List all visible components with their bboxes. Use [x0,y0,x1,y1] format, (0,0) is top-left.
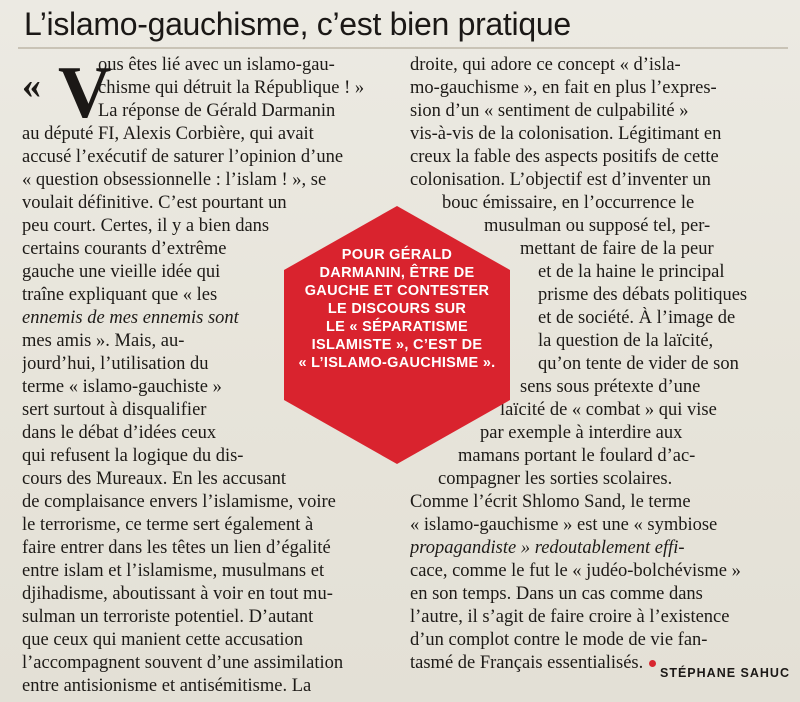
text-line: colonisation. L’objectif est d’inventer un [410,170,711,190]
text-line: mettant de faire de la peur [520,239,714,259]
text-line: ous êtes lié avec un islamo-gau- [98,55,335,75]
text-line: peu court. Certes, il y a bien dans [22,216,270,236]
headline-rule [18,47,788,49]
text-line: faire entrer dans les têtes un lien d’égalité [22,538,331,558]
pull-quote-line: ISLAMISTE », C’EST DE [311,337,483,353]
opening-quote-mark: « [22,65,41,107]
text-line: compagner les sorties scolaires. [438,469,673,489]
text-line: chisme qui détruit la République ! » [98,78,365,98]
text-line: et de société. À l’image de [538,308,736,328]
text-line: et de la haine le principal [538,262,725,282]
text-line: dans le débat d’idées ceux [22,423,217,443]
text-line: sens sous prétexte d’une [520,377,701,397]
text-line: prisme des débats politiques [538,285,748,305]
text-line: l’accompagnent souvent d’une assimilation [22,653,344,673]
text-line-final: tasmé de Français essentialisés. [410,653,644,673]
text-line: creux la fable des aspects positifs de cette [410,147,719,167]
text-line: droite, qui adore ce concept « d’isla- [410,55,681,75]
text-line: en son temps. Dans un cas comme dans [410,584,703,604]
text-line: propagandiste » redoutablement effi- [410,538,685,558]
article-headline: L’islamo-gauchisme, c’est bien pratique [24,6,571,42]
pull-quote-line: GAUCHE ET CONTESTER [304,283,490,299]
text-line: mamans portant le foulard d’ac- [458,446,696,466]
text-line: voulait définitive. C’est pourtant un [22,193,287,213]
text-line: l’autre, il s’agit de faire croire à l’existence [410,607,730,627]
text-line: cace, comme le fut le « judéo-bolchévisme » [410,561,741,581]
text-line: jourd’hui, l’utilisation du [22,354,209,374]
text-line: djihadisme, aboutissant à voir en tout mu- [22,584,333,604]
text-line: bouc émissaire, en l’occurrence le [442,193,695,213]
text-line: qui refusent la logique du dis- [22,446,244,466]
text-line: ennemis de mes ennemis sont [22,308,239,328]
text-line: mo-gauchisme », en fait en plus l’expres- [410,78,717,98]
text-line: sert surtout à disqualifier [22,400,207,420]
text-line: entre antisionisme et antisémitisme. La [22,676,312,696]
text-line: gauche une vieille idée qui [22,262,221,282]
text-line: vis-à-vis de la colonisation. Légitimant en [410,124,722,144]
text-line: laïcité de « combat » qui vise [500,400,717,420]
text-line: traîne expliquant que « les [22,285,218,305]
drop-cap-letter: V [58,52,112,134]
text-line: d’un complot contre le mode de vie fan- [410,630,708,650]
text-line: que ceux qui manient cette accusation [22,630,303,650]
pull-quote-line: POUR GÉRALD [341,247,453,263]
text-line: certains courants d’extrême [22,239,227,259]
pull-quote-line: « L’ISLAMO-GAUCHISME ». [298,355,496,371]
text-line: accusé l’exécutif de saturer l’opinion d’une [22,147,344,167]
text-line: sulman un terroriste potentiel. D’autant [22,607,314,627]
pull-quote-line: DARMANIN, ÊTRE DE [319,265,475,281]
text-line: « question obsessionnelle : l’islam ! », se [22,170,327,190]
pull-quote-line: LE DISCOURS SUR [327,301,467,317]
text-line: « islamo-gauchisme » est une « symbiose [410,515,718,535]
text-line: musulman ou supposé tel, per- [484,216,711,236]
text-line: terme « islamo-gauchiste » [22,377,222,397]
text-line: au député FI, Alexis Corbière, qui avait [22,124,314,144]
author-byline: STÉPHANE SAHUC [660,666,790,680]
text-line: entre islam et l’islamisme, musulmans et [22,561,325,581]
text-line: qu’on tente de vider de son [538,354,739,374]
pull-quote-text [284,246,510,372]
text-line: La réponse de Gérald Darmanin [98,101,336,121]
text-line: de complaisance envers l’islamisme, voire [22,492,336,512]
text-line: la question de la laïcité, [538,331,714,351]
text-line: cours des Mureaux. En les accusant [22,469,287,489]
text-line: le terrorisme, ce terme sert également à [22,515,314,535]
text-line: sion d’un « sentiment de culpabilité » [410,101,689,121]
text-line: Comme l’écrit Shlomo Sand, le terme [410,492,691,512]
pull-quote-line: LE « SÉPARATISME [325,319,469,335]
text-line: mes amis ». Mais, au- [22,331,185,351]
text-line: par exemple à interdire aux [480,423,683,443]
